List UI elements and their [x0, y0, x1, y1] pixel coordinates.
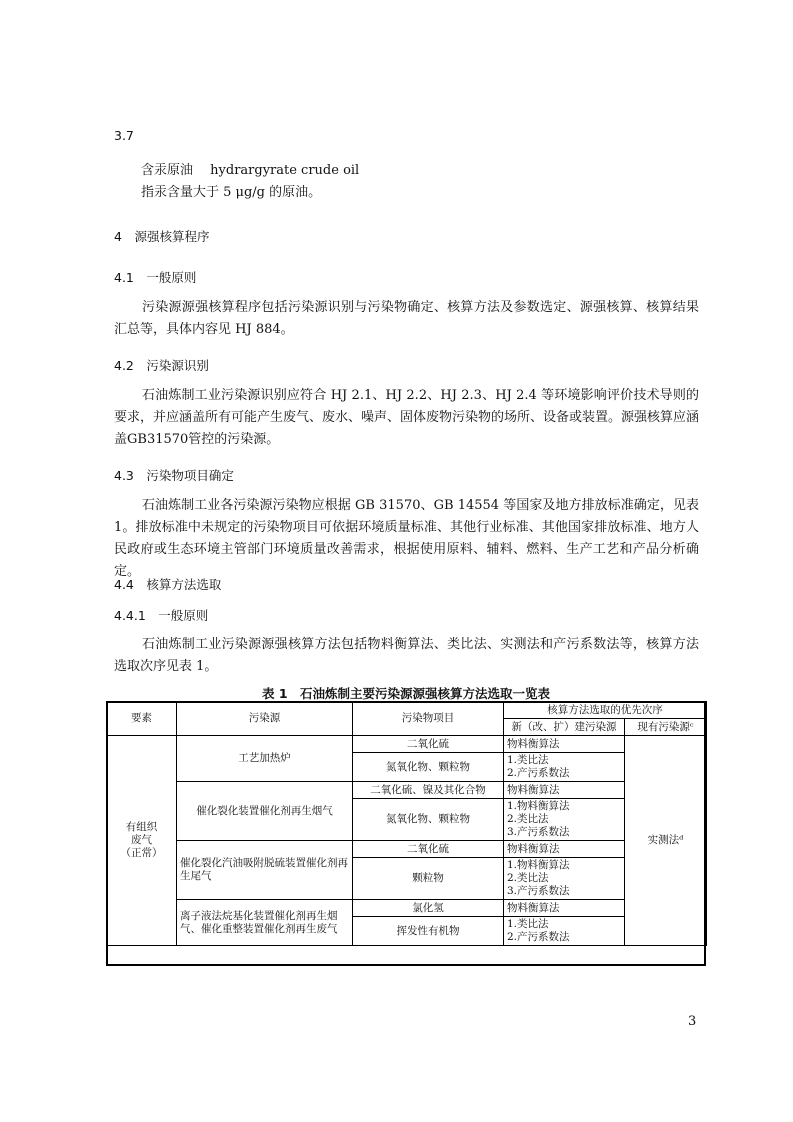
method-cell	[504, 841, 625, 858]
method-line: 物料衡算法	[507, 783, 560, 796]
element-line-2: 废气	[131, 834, 152, 846]
header-element: 要素	[107, 702, 177, 736]
method-line: 1.物料衡算法	[507, 859, 570, 871]
existing-method-cell: 实测法ᵈ	[625, 736, 707, 946]
term-definition	[141, 160, 359, 182]
method-cell	[504, 799, 625, 841]
section-3-7-number: 3.7	[114, 128, 134, 143]
term-explanation: 指汞含量大于 5 μg/g 的原油。	[141, 185, 322, 200]
section-4-1-paragraph: 污染源源强核算程序包括污染源识别与污染物确定、核算方法及参数选定、源强核算、核算结果汇总等，具体内容见 HJ 884。	[114, 300, 699, 337]
method-cell	[504, 858, 625, 900]
method-line: 2.产污系数法	[507, 767, 570, 779]
method-cell	[504, 900, 625, 917]
section-4-4-heading: 4.4 核算方法选取	[114, 577, 222, 592]
method-cell	[504, 917, 625, 946]
pollutant-cell: 二氧化硫	[353, 841, 504, 858]
method-line: 2.类比法	[507, 872, 549, 884]
term-english: hydrargyrate crude oil	[210, 163, 360, 178]
method-line: 2.类比法	[507, 813, 549, 825]
section-4-4-1-heading: 4.4.1 一般原则	[114, 608, 209, 623]
section-4-heading: 4 源强核算程序	[114, 229, 210, 244]
pollutant-cell: 挥发性有机物	[353, 917, 504, 946]
section-4-4-1-paragraph: 石油炼制工业污染源源强核算方法包括物料衡算法、类比法、实测法和产污系数法等，核算方法选取次序见表 1。	[114, 637, 699, 674]
header-new-source: 新（改、扩）建污染源	[504, 719, 625, 736]
method-line: 3.产污系数法	[507, 885, 570, 897]
method-line: 1.物料衡算法	[507, 800, 570, 812]
method-line: 2.产污系数法	[507, 931, 570, 943]
method-line: 物料衡算法	[507, 737, 560, 750]
section-4-1-heading: 4.1 一般原则	[114, 270, 197, 285]
header-existing-source: 现有污染源ᶜ	[625, 719, 707, 736]
header-priority: 核算方法选取的优先次序	[504, 702, 707, 719]
element-cell	[107, 736, 177, 946]
section-4-2-heading: 4.2 污染源识别	[114, 358, 209, 373]
page-number: 3	[688, 1014, 697, 1029]
source-cell: 催化裂化汽油吸附脱硫装置催化剂再生尾气	[177, 841, 353, 900]
pollutant-cell: 二氧化硫、镍及其化合物	[353, 782, 504, 799]
header-source: 污染源	[177, 702, 353, 736]
table-1	[106, 701, 707, 946]
method-cell	[504, 782, 625, 799]
pollutant-cell: 氯化氢	[353, 900, 504, 917]
method-line: 物料衡算法	[507, 901, 560, 914]
section-4-3-paragraph: 石油炼制工业各污染源污染物应根据 GB 31570、GB 14554 等国家及地方排放标准确定，见表 1。排放标准中未规定的污染物项目可依据环境质量标准、其他行业标准、其他国家排放标准、地方人民政府或生态环境主管部门环境质量改善需求，根据使用原料、辅料、燃料、生产工艺和产品分析确定。	[114, 498, 699, 579]
method-line: 1.类比法	[507, 754, 549, 766]
term-chinese: 含汞原油	[141, 163, 194, 178]
table-1-caption: 表 1 石油炼制主要污染源源强核算方法选取一览表	[261, 686, 551, 701]
source-cell: 工艺加热炉	[177, 736, 353, 782]
method-cell	[504, 753, 625, 782]
method-line: 1.类比法	[507, 918, 549, 930]
section-4-3-heading: 4.3 污染物项目确定	[114, 468, 234, 483]
source-cell: 催化裂化装置催化剂再生烟气	[177, 782, 353, 841]
pollutant-cell: 氮氧化物、颗粒物	[353, 753, 504, 782]
source-cell: 离子液法烷基化装置催化剂再生烟气、催化重整装置催化剂再生废气	[177, 900, 353, 946]
pollutant-cell: 颗粒物	[353, 858, 504, 900]
method-line: 3.产污系数法	[507, 826, 570, 838]
pollutant-cell: 二氧化硫	[353, 736, 504, 753]
element-line-1: 有组织	[125, 821, 158, 833]
method-line: 物料衡算法	[507, 842, 560, 855]
section-4-2-paragraph: 石油炼制工业污染源识别应符合 HJ 2.1、HJ 2.2、HJ 2.3、HJ 2.4 等环境影响评价技术导则的要求，并应涵盖所有可能产生废气、废水、噪声、固体废物污染物的场所、设备或装置。源强核算应涵盖GB31570管控的污染源。	[114, 388, 700, 447]
header-pollutant: 污染物项目	[353, 702, 504, 736]
pollutant-cell: 氮氧化物、颗粒物	[353, 799, 504, 841]
element-line-3: （正常）	[120, 847, 163, 859]
method-cell	[504, 736, 625, 753]
